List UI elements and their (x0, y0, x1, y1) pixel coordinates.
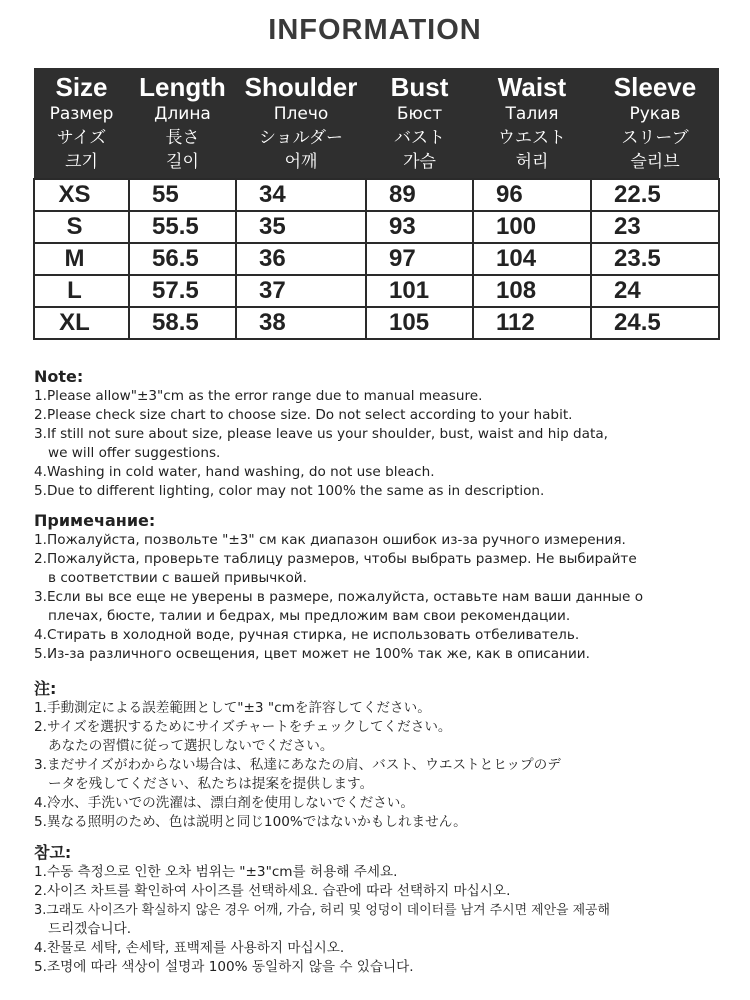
header-size (34, 68, 129, 179)
note-line: 4.Стирать в холодной воде, ручная стирка, не использовать отбеливатель. (34, 627, 580, 643)
waist-cell: 100 (473, 211, 591, 243)
size-cell: L (34, 275, 129, 307)
note-line: 5.Due to different lighting, color may not 100% the same as in description. (34, 483, 545, 499)
bust-cell: 89 (366, 179, 473, 211)
bust-cell: 105 (366, 307, 473, 339)
page-title: INFORMATION (268, 14, 482, 46)
sleeve-cell: 24 (591, 275, 719, 307)
size-cell: S (34, 211, 129, 243)
shoulder-cell: 35 (236, 211, 366, 243)
waist-cell: 96 (473, 179, 591, 211)
length-cell: 57.5 (129, 275, 236, 307)
header-label-ru: Длина (154, 104, 211, 124)
header-label-en: Length (139, 72, 226, 102)
note-line: 4.Washing in cold water, hand washing, do not use bleach. (34, 464, 435, 480)
note-line: 3.그래도 사이즈가 확실하지 않은 경우 어깨, 가슴, 허리 및 엉덩이 데이터를 남겨 주시면 제안을 제공해 (34, 903, 610, 918)
header-label-ja: 長さ (165, 128, 200, 148)
note-line: ータを残してください、私たちは提案を提供します。 (48, 776, 374, 792)
bust-cell: 101 (366, 275, 473, 307)
size-chart-table (33, 68, 720, 340)
table-row (34, 243, 719, 275)
notes-heading: Примечание: (34, 511, 156, 530)
note-line: 1.수동 측정으로 인한 오차 범위는 "±3"cm를 허용해 주세요. (34, 864, 398, 880)
header-label-ko: 크기 (65, 152, 98, 172)
table-header-row (34, 68, 719, 179)
header-label-ja: スリーブ (621, 128, 689, 148)
header-label-ko: 어깨 (284, 152, 318, 172)
header-label-ja: バスト (394, 128, 445, 148)
bust-cell: 93 (366, 211, 473, 243)
table-row (34, 275, 719, 307)
header-label-en: Waist (497, 72, 567, 102)
note-line: 3.Если вы все еще не уверены в размере, пожалуйста, оставьте нам ваши данные о (34, 589, 644, 605)
note-line: 2.사이즈 차트를 확인하여 사이즈를 선택하세요. 습관에 따라 선택하지 마십시오. (34, 883, 511, 899)
header-label-ja: サイズ (56, 128, 107, 148)
note-line: 드리겠습니다. (48, 921, 132, 937)
note-line: 4.冷水、手洗いでの洗濯は、漂白剤を使用しないでください。 (34, 795, 414, 811)
notes-heading: 注: (34, 679, 57, 698)
note-line: あなたの習慣に従って選択しないでください。 (48, 738, 334, 754)
sleeve-cell: 23.5 (591, 243, 719, 275)
header-label-en: Size (55, 72, 108, 102)
length-cell: 55.5 (129, 211, 236, 243)
header-label-ru: Бюст (396, 104, 443, 124)
waist-cell: 112 (473, 307, 591, 339)
size-cell: M (34, 243, 129, 275)
note-line: 3.まだサイズがわからない場合は、私達にあなたの肩、バスト、ウエストとヒップのデ (34, 757, 561, 773)
notes-english (34, 367, 734, 501)
note-line: 5.조명에 따라 색상이 설명과 100% 동일하지 않을 수 있습니다. (34, 959, 414, 975)
note-line: 1.Please allow"±3"cm as the error range due to manual measure. (34, 388, 483, 404)
waist-cell: 104 (473, 243, 591, 275)
header-label-ru: Размер (49, 104, 114, 124)
note-line: в соответствии с вашей привычкой. (48, 570, 307, 586)
header-label-ko: 가슴 (403, 152, 436, 172)
header-sleeve (591, 68, 719, 179)
shoulder-cell: 37 (236, 275, 366, 307)
notes-japanese (34, 679, 734, 832)
note-line: we will offer suggestions. (48, 445, 221, 461)
sleeve-cell: 24.5 (591, 307, 719, 339)
length-cell: 58.5 (129, 307, 236, 339)
note-line: 5.異なる照明のため、色は説明と同じ100%ではないかもしれません。 (34, 814, 467, 830)
length-cell: 55 (129, 179, 236, 211)
notes-russian (34, 511, 734, 664)
header-waist (473, 68, 591, 179)
note-line: 5.Из-за различного освещения, цвет может не 100% так же, как в описании. (34, 646, 590, 662)
size-cell: XS (34, 179, 129, 211)
waist-cell: 108 (473, 275, 591, 307)
header-bust (366, 68, 473, 179)
header-label-en: Bust (390, 72, 449, 102)
header-label-en: Sleeve (613, 72, 697, 102)
table-row (34, 211, 719, 243)
note-line: 4.찬물로 세탁, 손세탁, 표백제를 사용하지 마십시오. (34, 940, 345, 956)
header-label-ja: ウエスト (498, 128, 566, 148)
shoulder-cell: 34 (236, 179, 366, 211)
header-label-ru: Талия (505, 104, 559, 124)
note-line: 2.サイズを選択するためにサイズチャートをチェックしてください。 (34, 719, 452, 735)
notes-korean (34, 843, 734, 977)
header-label-ja: ショルダー (259, 128, 343, 148)
notes-heading: 참고: (34, 843, 72, 862)
shoulder-cell: 36 (236, 243, 366, 275)
header-label-ko: 길이 (166, 152, 199, 172)
table-row (34, 307, 719, 339)
header-label-ko: 슬리브 (630, 152, 680, 172)
note-line: 1.Пожалуйста, позвольте "±3" см как диапазон ошибок из-за ручного измерения. (34, 532, 626, 548)
header-label-ru: Рукав (629, 104, 681, 124)
length-cell: 56.5 (129, 243, 236, 275)
table-row (34, 179, 719, 211)
sleeve-cell: 23 (591, 211, 719, 243)
note-line: 2.Please check size chart to choose size. Do not select according to your habit. (34, 407, 573, 423)
header-label-ko: 허리 (515, 152, 549, 172)
header-label-ru: Плечо (273, 104, 329, 124)
header-shoulder (236, 68, 366, 179)
note-line: 1.手動測定による誤差範囲として"±3 "cmを許容してください。 (34, 700, 431, 716)
shoulder-cell: 38 (236, 307, 366, 339)
size-cell: XL (34, 307, 129, 339)
note-line: плечах, бюсте, талии и бедрах, мы предложим вам свои рекомендации. (48, 608, 571, 624)
header-label-en: Shoulder (244, 72, 358, 102)
note-line: 3.If still not sure about size, please leave us your shoulder, bust, waist and hip data, (34, 426, 608, 442)
sleeve-cell: 22.5 (591, 179, 719, 211)
header-length (129, 68, 236, 179)
note-line: 2.Пожалуйста, проверьте таблицу размеров, чтобы выбрать размер. Не выбирайте (34, 551, 637, 567)
bust-cell: 97 (366, 243, 473, 275)
notes-heading: Note: (34, 367, 84, 386)
